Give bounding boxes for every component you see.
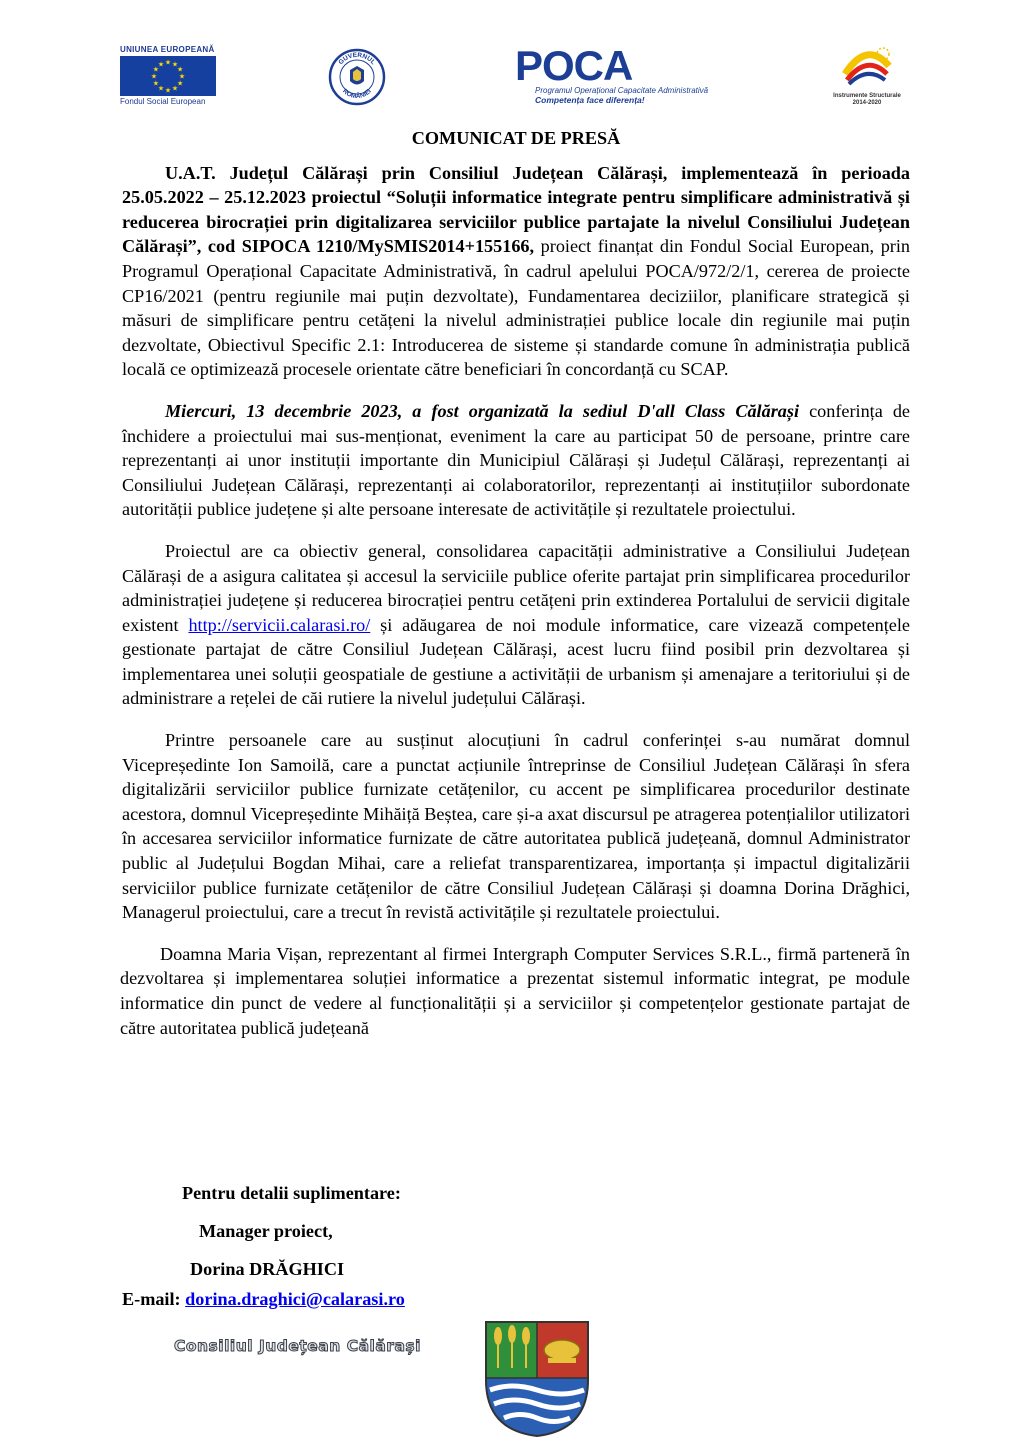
government-seal-logo [328, 48, 386, 106]
eu-star-icon: ★ [157, 84, 165, 93]
paragraph-3-text-a: Proiectul are ca obiectiv general, consolidarea capacității administrative a Consiliului Județean Călărași de a asigura calitatea și accesul la serviciile publice oferite partajat prin simplificarea procedurilor administrației județene și reducerea birocrației pentru cetățeni prin extinderea Portalului de servicii digitale existent [122, 540, 910, 635]
eu-flag-icon [120, 56, 216, 96]
paragraph-3-text-b: și adăugarea de noi module informatice, care vizează competențele gestionate partajat de către Consiliul Județean Călărași, acest lucru fiind posibil prin dezvoltarea și implementarea unei soluții geospatiale de gestiune a activității de urbanism și amenajare a teritoriului și de administrare a rețelei de căi rutiere la nivelul județului Călărași. [122, 614, 910, 709]
structural-instruments-caption: Instrumente Structurale [833, 93, 901, 99]
eu-star-icon: ★ [178, 72, 186, 81]
paragraph-2-text: conferința de închidere a proiectului mai sus-menționat, eveniment la care au participat 50 de persoane, printre care reprezentanți ai unor instituții importante din Municipiul Călărași și Județul Călărași, reprezentanți ai Consiliului Județean Călărași, reprezentanți ai colaboratorilor, reprezentanți ai instituțiilor subordonate autorității publice județene și alte persoane interesate de activitățile și rezultatele proiectului. [122, 400, 911, 520]
paragraph-1-bold: U.A.T. Județul Călărași prin Consiliul Județean Călărași, implementează în perioada 25.05.2022 – 25.12.2023 proiectul “Soluții informatice integrate pentru simplificare administrativă și reducerea birocrației prin digitalizarea serviciilor publice partajate la nivelul Consiliului Județean Călărași”, cod SIPOCA 1210/MySMIS2014+155166, [122, 162, 910, 257]
poca-logo-subtitle: Programul Operațional Capacitate Administrativă [535, 86, 709, 95]
poca-logo-word: POCA [515, 42, 633, 89]
paragraph-2-bold-italic: Miercuri, 13 decembrie 2023, a fost organizată la sediul D'all Class Călărași [165, 400, 800, 421]
eu-star-icon: ★ [176, 65, 184, 74]
email-label: E-mail: [122, 1289, 186, 1309]
header-logos [0, 40, 1020, 115]
contact-details-heading: Pentru detalii suplimentare: [182, 1183, 401, 1203]
eu-star-icon: ★ [150, 72, 158, 81]
county-council-label: Consiliul Județean Călărași [174, 1337, 421, 1355]
press-release-body [122, 126, 910, 1057]
paragraph-3 [122, 539, 910, 711]
eu-star-icon: ★ [171, 60, 179, 69]
poca-logo [515, 42, 720, 108]
eu-star-icon: ★ [157, 60, 165, 69]
structural-instruments-icon [839, 44, 895, 88]
manager-role: Manager proiect, [199, 1221, 333, 1241]
eu-logo-caption-bottom: Fondul Social European [120, 97, 206, 106]
paragraph-1 [122, 161, 910, 382]
eu-logo-caption-top: UNIUNEA EUROPEANĂ [120, 45, 215, 54]
eu-star-icon: ★ [164, 58, 172, 67]
manager-name: Dorina DRĂGHICI [190, 1259, 345, 1279]
paragraph-2 [122, 399, 910, 522]
email-line [122, 1289, 405, 1310]
document-title: COMUNICAT DE PRESĂ [411, 128, 621, 148]
eu-star-icon: ★ [171, 84, 179, 93]
eu-logo [120, 45, 220, 107]
eu-star-icon: ★ [152, 79, 160, 88]
eu-star-icon: ★ [176, 79, 184, 88]
structural-instruments-years: 2014-2020 [852, 100, 882, 106]
paragraph-5: Doamna Maria Vișan, reprezentant al firmei Intergraph Computer Services S.R.L., firmă parteneră în dezvoltarea și implementarea soluției informatice a prezentat sistemul informatic integrat, pe module informatice din punct de vedere al funcționalității și a serviciilor și competențelor gestionate partajat de către autoritatea publică județeană [120, 943, 910, 1038]
email-link[interactable]: dorina.draghici@calarasi.ro [185, 1289, 405, 1309]
structural-instruments-logo [832, 44, 902, 110]
eu-star-icon: ★ [152, 65, 160, 74]
svg-text:GUVERNUL: GUVERNUL [337, 51, 377, 67]
county-crest-icon [482, 1318, 592, 1438]
servicii-portal-link[interactable]: http://servicii.calarasi.ro/ [188, 614, 371, 635]
paragraph-1-text: proiect finanțat din Fondul Social European, prin Programul Operațional Capacitate Administrativă, în cadrul apelului POCA/972/2/1, cererea de proiecte CP16/2021 (pentru regiunile mai puțin dezvoltate), Fundamentarea deciziilor, planificare strategică și măsuri de simplificare pentru cetățeni la nivelul administrației publice locale din regiunile mai puțin dezvoltate, Obiectivul Specific 2.1: Introducerea de sisteme și standarde comune în administrația publică locală ce optimizează procesele orientate către beneficiari în concordanță cu SCAP. [122, 236, 910, 380]
paragraph-4: Printre persoanele care au susținut alocuțiuni în cadrul conferinței s-au numărat domnul Vicepreședinte Ion Samoilă, care a punctat acțiunile întreprinse de Consiliul Județean Călărași în sfera digitalizării serviciilor publice furnizate cetățenilor, cu accent pe simplificarea procedurilor destinate acestora, domnul Vicepreședinte Mihăiță Beștea, care și-a axat discursul pe atragerea potențialilor utilizatori în accesarea serviciilor informatice furnizate de către autoritatea publică județeană, domnul Administrator public al Județului Bogdan Mihai, care a reliefat transparentizarea, importanța și impactul digitalizării serviciilor publice furnizate cetățenilor de către Consiliul Județean Călărași și doamna Dorina Drăghici, Managerul proiectului, care a trecut în revistă activitățile și rezultatele proiectului. [122, 730, 910, 923]
eu-star-icon: ★ [164, 86, 172, 95]
poca-logo-slogan: Competența face diferența! [535, 95, 645, 105]
svg-text:ROMÂNIEI: ROMÂNIEI [341, 87, 373, 101]
